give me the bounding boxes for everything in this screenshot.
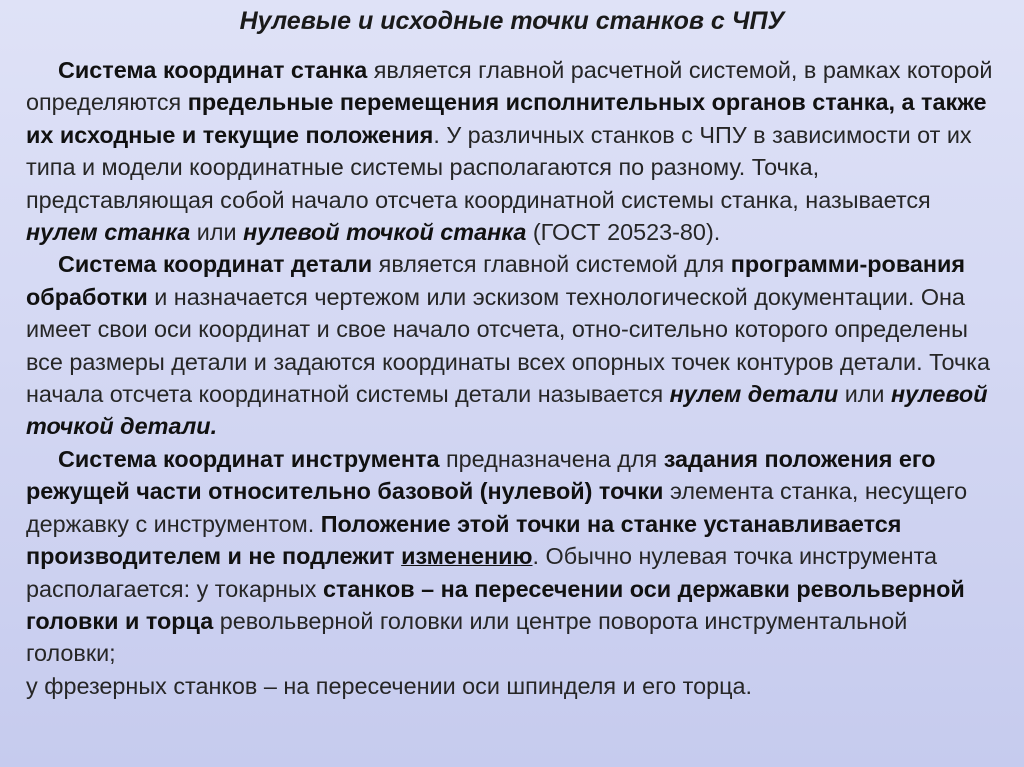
emphasis-cutting-part-position: задания положения его режущей части относительно базовой (нулевой) точки (26, 445, 936, 505)
paragraph-part-coordinates (26, 248, 996, 442)
text-span: и назначается чертежом или эскизом технологической документации. Она имеет свои оси координат и свое начало отсчета, отно-сительно которого определены все размеры детали и задаются координаты всех опорных точек контуров детали. Точка начала отсчета координатной системы детали называется (26, 283, 990, 408)
term-machine-zero-point: нулевой точкой станка (243, 219, 527, 246)
slide-title: Нулевые и исходные точки станков с ЧПУ (239, 7, 785, 35)
text-span: предназначена для (439, 445, 664, 472)
text-span: . У различных станков с ЧПУ в зависимости от их типа и модели координатные системы располагаются по разному. Точка, представляющая собой начало отсчета координатной системы станка, называется (26, 121, 972, 213)
text-span: элемента станка, несущего державку с инструментом. (26, 478, 968, 537)
emphasis-programming: программи-рования обработки (26, 251, 966, 310)
emphasis-lathe-turret: станков – на пересечении оси державки револьверной головки и торца (26, 575, 965, 634)
text-span: или (838, 381, 891, 408)
text-span: или (190, 219, 244, 246)
text-span: . Обычно нулевая точка инструмента располагается: у токарных (26, 543, 938, 602)
term-part-coordinate-system: Система координат детали (58, 251, 373, 278)
term-tool-coordinate-system: Система координат инструмента (58, 445, 440, 472)
paragraph-machine-coordinates (26, 54, 996, 248)
text-milling-line: у фрезерных станков – на пересечении оси шпинделя и его торца. (26, 672, 752, 699)
paragraph-tool-coordinates (26, 443, 996, 702)
emphasis-change: изменению (401, 543, 533, 570)
term-part-zero: нулем детали (669, 381, 839, 408)
term-part-zero-point: нулевой точкой детали. (26, 381, 988, 440)
text-span: является главной системой для (372, 251, 731, 278)
slide-body (26, 54, 996, 702)
emphasis-manufacturer-position: Положение этой точки на станке устанавливается производителем и не подлежит (26, 510, 902, 570)
term-machine-coordinate-system: Система координат станка (58, 57, 368, 83)
text-span: (ГОСТ 20523-80). (526, 219, 721, 246)
text-span: револьверной головки или центре поворота инструментальной головки; (26, 607, 908, 667)
text-span: является главной расчетной системой, в рамках которой определяются (26, 57, 993, 116)
term-machine-zero: нулем станка (26, 219, 191, 246)
emphasis-limit-movements: предельные перемещения исполнительных органов станка, а также их исходные и текущие положения (26, 89, 987, 148)
